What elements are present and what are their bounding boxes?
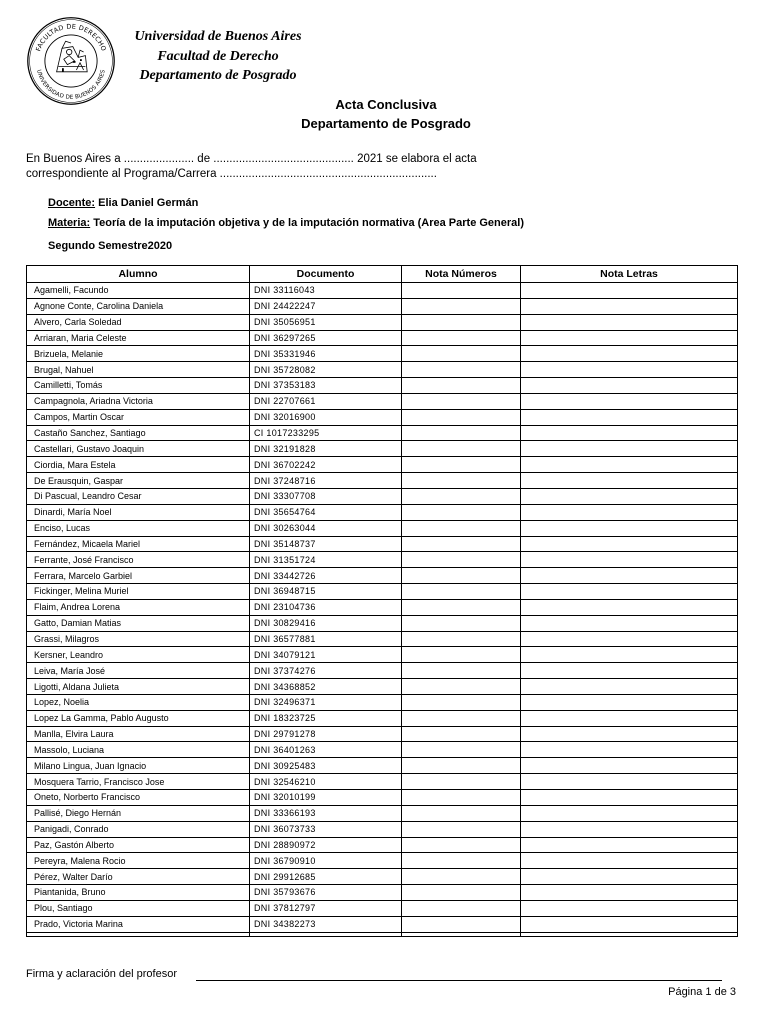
grade-number-cell[interactable]: [402, 805, 521, 821]
table-end-row: [27, 932, 738, 936]
student-document-cell: DNI 35793676: [250, 885, 402, 901]
grade-number-cell[interactable]: [402, 679, 521, 695]
table-row: [27, 647, 738, 663]
grade-letters-cell[interactable]: [521, 694, 738, 710]
students-table: [26, 265, 738, 937]
table-row: [27, 710, 738, 726]
grade-letters-cell[interactable]: [521, 853, 738, 869]
grade-letters-cell[interactable]: [521, 837, 738, 853]
grade-letters-cell[interactable]: [521, 283, 738, 299]
student-document-cell: DNI 33307708: [250, 488, 402, 504]
student-name-cell: Ligotti, Aldana Julieta: [27, 679, 250, 695]
grade-number-cell[interactable]: [402, 710, 521, 726]
grade-number-cell[interactable]: [402, 885, 521, 901]
table-row: [27, 599, 738, 615]
student-name-cell: Enciso, Lucas: [27, 520, 250, 536]
student-name-cell: Ferrara, Marcelo Garbiel: [27, 568, 250, 584]
student-name-cell: Fickinger, Melina Muriel: [27, 584, 250, 600]
student-name-cell: Pallisé, Diego Hernán: [27, 805, 250, 821]
grade-number-cell[interactable]: [402, 758, 521, 774]
student-name-cell: Manlla, Elvira Laura: [27, 726, 250, 742]
grade-number-cell[interactable]: [402, 615, 521, 631]
grade-letters-cell[interactable]: [521, 726, 738, 742]
table-row: [27, 314, 738, 330]
intro-line-1: En Buenos Aires a ...................... de ............................................ 2021 se elabora el acta: [26, 153, 477, 165]
header-nota-letras: Nota Letras: [521, 266, 738, 283]
student-document-cell: DNI 33366193: [250, 805, 402, 821]
table-row: [27, 504, 738, 520]
table-row: [27, 774, 738, 790]
grade-letters-cell[interactable]: [521, 362, 738, 378]
docente-value: Elia Daniel Germán: [95, 197, 199, 209]
table-row: [27, 473, 738, 489]
student-document-cell: DNI 37248716: [250, 473, 402, 489]
grade-letters-cell[interactable]: [521, 488, 738, 504]
semester-line: Segundo Semestre2020: [48, 240, 173, 252]
table-row: [27, 726, 738, 742]
student-name-cell: Leiva, María José: [27, 663, 250, 679]
student-document-cell: DNI 37812797: [250, 900, 402, 916]
grade-number-cell[interactable]: [402, 346, 521, 362]
grade-number-cell[interactable]: [402, 568, 521, 584]
student-document-cell: DNI 35056951: [250, 314, 402, 330]
table-row: [27, 615, 738, 631]
grade-number-cell[interactable]: [402, 362, 521, 378]
table-row: [27, 330, 738, 346]
student-document-cell: DNI 36073733: [250, 821, 402, 837]
grade-letters-cell[interactable]: [521, 774, 738, 790]
student-document-cell: DNI 32546210: [250, 774, 402, 790]
student-document-cell: DNI 29912685: [250, 869, 402, 885]
student-name-cell: Campos, Martin Oscar: [27, 409, 250, 425]
document-title: Acta Conclusiva: [335, 97, 437, 112]
student-name-cell: Gatto, Damian Matias: [27, 615, 250, 631]
table-row: [27, 758, 738, 774]
institution-header: [100, 27, 336, 86]
table-row: [27, 869, 738, 885]
grade-number-cell[interactable]: [402, 504, 521, 520]
grade-number-cell[interactable]: [402, 726, 521, 742]
student-name-cell: Oneto, Norberto Francisco: [27, 790, 250, 806]
page-number: Página 1 de 3: [668, 986, 736, 998]
grade-number-cell[interactable]: [402, 552, 521, 568]
student-document-cell: DNI 35728082: [250, 362, 402, 378]
table-row: [27, 520, 738, 536]
grade-letters-cell[interactable]: [521, 631, 738, 647]
student-document-cell: CI 1017233295: [250, 425, 402, 441]
grade-number-cell[interactable]: [402, 488, 521, 504]
grade-letters-cell[interactable]: [521, 552, 738, 568]
grade-letters-cell[interactable]: [521, 790, 738, 806]
student-document-cell: DNI 30925483: [250, 758, 402, 774]
intro-paragraph: [26, 152, 477, 182]
grade-letters-cell[interactable]: [521, 615, 738, 631]
student-document-cell: DNI 28890972: [250, 837, 402, 853]
intro-line-2: correspondiente al Programa/Carrera ....................................................................: [26, 168, 437, 180]
table-row: [27, 900, 738, 916]
table-row: [27, 409, 738, 425]
grade-number-cell[interactable]: [402, 441, 521, 457]
grade-letters-cell[interactable]: [521, 805, 738, 821]
student-name-cell: Prado, Victoria Marina: [27, 916, 250, 932]
materia-line: [48, 217, 524, 229]
grade-letters-cell[interactable]: [521, 869, 738, 885]
student-name-cell: Agamelli, Facundo: [27, 283, 250, 299]
student-name-cell: Arriaran, Maria Celeste: [27, 330, 250, 346]
student-document-cell: DNI 32016900: [250, 409, 402, 425]
grade-number-cell[interactable]: [402, 283, 521, 299]
student-document-cell: DNI 33116043: [250, 283, 402, 299]
grade-letters-cell[interactable]: [521, 393, 738, 409]
materia-value: Teoría de la imputación objetiva y de la imputación normativa (Area Parte General): [90, 217, 524, 229]
student-document-cell: DNI 35148737: [250, 536, 402, 552]
grade-letters-cell[interactable]: [521, 584, 738, 600]
student-name-cell: Campagnola, Ariadna Victoria: [27, 393, 250, 409]
grade-number-cell[interactable]: [402, 821, 521, 837]
grade-number-cell[interactable]: [402, 837, 521, 853]
student-name-cell: Agnone Conte, Carolina Daniela: [27, 298, 250, 314]
table-row: [27, 457, 738, 473]
grade-letters-cell[interactable]: [521, 679, 738, 695]
grade-letters-cell[interactable]: [521, 425, 738, 441]
table-row: [27, 679, 738, 695]
grade-number-cell[interactable]: [402, 330, 521, 346]
student-name-cell: Castaño Sanchez, Santiago: [27, 425, 250, 441]
student-name-cell: Piantanida, Bruno: [27, 885, 250, 901]
student-document-cell: DNI 18323725: [250, 710, 402, 726]
svg-text:UNIVERSIDAD DE BUENOS AIRES: UNIVERSIDAD DE BUENOS AIRES: [35, 69, 107, 101]
student-document-cell: DNI 36702242: [250, 457, 402, 473]
student-document-cell: DNI 36948715: [250, 584, 402, 600]
student-document-cell: DNI 34368852: [250, 679, 402, 695]
table-body: [27, 283, 738, 937]
grade-letters-cell[interactable]: [521, 520, 738, 536]
student-document-cell: DNI 31351724: [250, 552, 402, 568]
signature-line: [196, 980, 722, 981]
student-name-cell: Flaim, Andrea Lorena: [27, 599, 250, 615]
student-name-cell: Plou, Santiago: [27, 900, 250, 916]
student-name-cell: Kersner, Leandro: [27, 647, 250, 663]
grade-letters-cell[interactable]: [521, 758, 738, 774]
grade-number-cell[interactable]: [402, 663, 521, 679]
table-end-cell: [521, 932, 738, 936]
grade-number-cell[interactable]: [402, 900, 521, 916]
grade-letters-cell[interactable]: [521, 536, 738, 552]
grade-letters-cell[interactable]: [521, 314, 738, 330]
student-document-cell: DNI 34079121: [250, 647, 402, 663]
table-row: [27, 694, 738, 710]
student-document-cell: DNI 32191828: [250, 441, 402, 457]
grade-number-cell[interactable]: [402, 457, 521, 473]
student-document-cell: DNI 37374276: [250, 663, 402, 679]
table-end-cell: [402, 932, 521, 936]
table-row: [27, 536, 738, 552]
grade-number-cell[interactable]: [402, 790, 521, 806]
grade-number-cell[interactable]: [402, 584, 521, 600]
table-row: [27, 298, 738, 314]
table-row: [27, 425, 738, 441]
grade-number-cell[interactable]: [402, 536, 521, 552]
student-name-cell: Di Pascual, Leandro Cesar: [27, 488, 250, 504]
table-row: [27, 631, 738, 647]
header-nota-numeros: Nota Números: [402, 266, 521, 283]
grade-number-cell[interactable]: [402, 599, 521, 615]
grade-number-cell[interactable]: [402, 378, 521, 394]
table-row: [27, 552, 738, 568]
student-document-cell: DNI 36297265: [250, 330, 402, 346]
student-document-cell: DNI 36401263: [250, 742, 402, 758]
grade-letters-cell[interactable]: [521, 473, 738, 489]
student-document-cell: DNI 32010199: [250, 790, 402, 806]
table-row: [27, 837, 738, 853]
table-end-cell: [27, 932, 250, 936]
table-row: [27, 790, 738, 806]
grade-letters-cell[interactable]: [521, 298, 738, 314]
student-document-cell: DNI 37353183: [250, 378, 402, 394]
student-name-cell: Massolo, Luciana: [27, 742, 250, 758]
student-name-cell: Dinardi, María Noel: [27, 504, 250, 520]
grade-number-cell[interactable]: [402, 298, 521, 314]
student-document-cell: DNI 35331946: [250, 346, 402, 362]
materia-label: Materia:: [48, 217, 91, 229]
grade-letters-cell[interactable]: [521, 599, 738, 615]
signature-label: Firma y aclaración del profesor: [26, 968, 178, 980]
document-subtitle: Departamento de Posgrado: [301, 116, 471, 131]
table-row: [27, 283, 738, 299]
table-row: [27, 885, 738, 901]
student-document-cell: DNI 33442726: [250, 568, 402, 584]
table-row: [27, 742, 738, 758]
table-end-cell: [250, 932, 402, 936]
student-document-cell: DNI 36577881: [250, 631, 402, 647]
table-row: [27, 916, 738, 932]
student-name-cell: Castellari, Gustavo Joaquin: [27, 441, 250, 457]
grade-number-cell[interactable]: [402, 393, 521, 409]
table-row: [27, 821, 738, 837]
grade-letters-cell[interactable]: [521, 821, 738, 837]
student-document-cell: DNI 30263044: [250, 520, 402, 536]
grade-number-cell[interactable]: [402, 314, 521, 330]
svg-text:FACULTAD DE DERECHO: FACULTAD DE DERECHO: [34, 22, 108, 53]
student-name-cell: Mosquera Tarrio, Francisco Jose: [27, 774, 250, 790]
student-name-cell: Pereyra, Malena Rocio: [27, 853, 250, 869]
student-name-cell: Ciordia, Mara Estela: [27, 457, 250, 473]
university-name: Universidad de Buenos Aires: [134, 29, 302, 44]
table-row: [27, 393, 738, 409]
table-row: [27, 568, 738, 584]
grade-number-cell[interactable]: [402, 631, 521, 647]
student-name-cell: Grassi, Milagros: [27, 631, 250, 647]
student-name-cell: Brugal, Nahuel: [27, 362, 250, 378]
grade-letters-cell[interactable]: [521, 647, 738, 663]
grade-letters-cell[interactable]: [521, 457, 738, 473]
grade-letters-cell[interactable]: [521, 346, 738, 362]
table-row: [27, 805, 738, 821]
student-name-cell: Camilletti, Tomás: [27, 378, 250, 394]
grade-letters-cell[interactable]: [521, 710, 738, 726]
student-document-cell: DNI 29791278: [250, 726, 402, 742]
table-row: [27, 362, 738, 378]
student-name-cell: De Erausquin, Gaspar: [27, 473, 250, 489]
department-name: Departamento de Posgrado: [139, 68, 297, 83]
table-row: [27, 441, 738, 457]
grade-letters-cell[interactable]: [521, 441, 738, 457]
student-name-cell: Lopez La Gamma, Pablo Augusto: [27, 710, 250, 726]
grade-letters-cell[interactable]: [521, 568, 738, 584]
docente-line: [48, 197, 198, 209]
student-name-cell: Fernández, Micaela Mariel: [27, 536, 250, 552]
grade-letters-cell[interactable]: [521, 409, 738, 425]
table-row: [27, 853, 738, 869]
student-document-cell: DNI 36790910: [250, 853, 402, 869]
table-header-row: [27, 266, 738, 283]
table-row: [27, 346, 738, 362]
student-name-cell: Brizuela, Melanie: [27, 346, 250, 362]
student-document-cell: DNI 24422247: [250, 298, 402, 314]
grade-letters-cell[interactable]: [521, 742, 738, 758]
header-documento: Documento: [250, 266, 402, 283]
grade-letters-cell[interactable]: [521, 885, 738, 901]
grade-number-cell[interactable]: [402, 853, 521, 869]
faculty-name: Facultad de Derecho: [157, 48, 279, 64]
table-row: [27, 488, 738, 504]
grade-letters-cell[interactable]: [521, 900, 738, 916]
header-alumno: Alumno: [27, 266, 250, 283]
student-document-cell: DNI 34382273: [250, 916, 402, 932]
grade-number-cell[interactable]: [402, 916, 521, 932]
table-row: [27, 584, 738, 600]
table-row: [27, 663, 738, 679]
student-document-cell: DNI 23104736: [250, 599, 402, 615]
grade-number-cell[interactable]: [402, 774, 521, 790]
grade-number-cell[interactable]: [402, 473, 521, 489]
student-document-cell: DNI 32496371: [250, 694, 402, 710]
student-document-cell: DNI 22707661: [250, 393, 402, 409]
student-name-cell: Panigadi, Conrado: [27, 821, 250, 837]
student-document-cell: DNI 35654764: [250, 504, 402, 520]
grade-number-cell[interactable]: [402, 409, 521, 425]
table-row: [27, 378, 738, 394]
grade-letters-cell[interactable]: [521, 916, 738, 932]
grade-letters-cell[interactable]: [521, 330, 738, 346]
student-name-cell: Pérez, Walter Darío: [27, 869, 250, 885]
grade-number-cell[interactable]: [402, 647, 521, 663]
grade-number-cell[interactable]: [402, 742, 521, 758]
student-name-cell: Alvero, Carla Soledad: [27, 314, 250, 330]
grade-number-cell[interactable]: [402, 869, 521, 885]
grade-number-cell[interactable]: [402, 520, 521, 536]
grade-letters-cell[interactable]: [521, 663, 738, 679]
student-name-cell: Lopez, Noelia: [27, 694, 250, 710]
student-name-cell: Milano Lingua, Juan Ignacio: [27, 758, 250, 774]
grade-letters-cell[interactable]: [521, 504, 738, 520]
student-document-cell: DNI 30829416: [250, 615, 402, 631]
student-name-cell: Ferrante, José Francisco: [27, 552, 250, 568]
docente-label: Docente:: [48, 197, 96, 209]
grade-number-cell[interactable]: [402, 425, 521, 441]
student-name-cell: Paz, Gastón Alberto: [27, 837, 250, 853]
grade-number-cell[interactable]: [402, 694, 521, 710]
grade-letters-cell[interactable]: [521, 378, 738, 394]
